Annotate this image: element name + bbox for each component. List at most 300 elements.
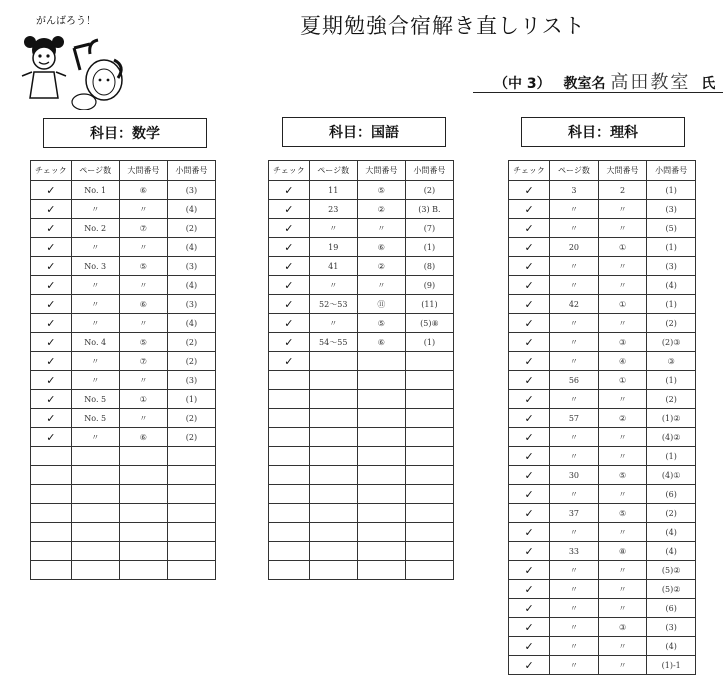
table-row (269, 257, 454, 276)
check-cell: ✓ (269, 238, 310, 257)
minor-question-cell: (7) (405, 219, 453, 238)
japanese-table (268, 160, 454, 580)
table-header-row (269, 161, 454, 181)
page-cell: 〃 (309, 276, 357, 295)
check-cell: ✓ (269, 295, 310, 314)
check-cell: ✓ (31, 181, 72, 200)
classroom-label: 教室名 (563, 76, 606, 92)
check-cell: ✓ (509, 485, 550, 504)
table-row (31, 523, 216, 542)
page-cell: 〃 (71, 295, 119, 314)
major-question-cell: 〃 (598, 656, 647, 675)
page-cell (309, 504, 357, 523)
minor-question-cell: (5)② (647, 561, 696, 580)
major-question-cell: ③ (598, 333, 647, 352)
minor-question-cell: (4) (647, 542, 696, 561)
table-row (31, 333, 216, 352)
major-question-cell: 〃 (598, 219, 647, 238)
minor-question-cell: (2) (167, 409, 215, 428)
page-cell: 〃 (71, 276, 119, 295)
table-row (269, 200, 454, 219)
major-question-cell (357, 428, 405, 447)
page-cell: 〃 (309, 314, 357, 333)
page-cell: 〃 (550, 637, 599, 656)
check-cell: ✓ (31, 352, 72, 371)
check-cell: ✓ (509, 599, 550, 618)
table-row (509, 219, 696, 238)
minor-question-cell: (4) (647, 637, 696, 656)
table-row (509, 580, 696, 599)
table-row (31, 447, 216, 466)
page-cell: 〃 (71, 314, 119, 333)
page-cell: 〃 (550, 485, 599, 504)
subject-header-math: 科目：数学 (43, 118, 207, 148)
minor-question-cell: (3) (167, 181, 215, 200)
column-header: チェック (31, 161, 72, 181)
table-row (509, 200, 696, 219)
check-cell: ✓ (269, 181, 310, 200)
table-row (509, 523, 696, 542)
check-cell: ✓ (509, 618, 550, 637)
table-row (509, 390, 696, 409)
column-header: 大問番号 (357, 161, 405, 181)
check-cell (31, 485, 72, 504)
check-cell: ✓ (269, 314, 310, 333)
column-header: 大問番号 (598, 161, 647, 181)
column-header: 大問番号 (119, 161, 167, 181)
mascot-illustration (18, 10, 130, 110)
check-cell (31, 542, 72, 561)
check-cell: ✓ (31, 333, 72, 352)
minor-question-cell: (4) (167, 276, 215, 295)
minor-question-cell (167, 561, 215, 580)
page-cell (71, 485, 119, 504)
page-cell: 〃 (309, 219, 357, 238)
major-question-cell: ⑤ (119, 257, 167, 276)
table-row (269, 504, 454, 523)
major-question-cell: 〃 (119, 238, 167, 257)
page-cell: 〃 (550, 200, 599, 219)
minor-question-cell: (3) (647, 257, 696, 276)
minor-question-cell (405, 447, 453, 466)
check-cell: ✓ (269, 352, 310, 371)
page-cell (309, 428, 357, 447)
table-row (509, 276, 696, 295)
check-cell: ✓ (509, 371, 550, 390)
table-row (509, 542, 696, 561)
check-cell: ✓ (509, 504, 550, 523)
major-question-cell: 〃 (598, 637, 647, 656)
table-row (509, 561, 696, 580)
major-question-cell (357, 390, 405, 409)
table-row (31, 485, 216, 504)
major-question-cell: ② (357, 200, 405, 219)
check-cell: ✓ (31, 200, 72, 219)
minor-question-cell: (4) (167, 314, 215, 333)
minor-question-cell: (6) (647, 599, 696, 618)
table-row (269, 428, 454, 447)
check-cell: ✓ (509, 295, 550, 314)
major-question-cell: ⑧ (598, 542, 647, 561)
minor-question-cell: (1)② (647, 409, 696, 428)
table-row (269, 314, 454, 333)
check-cell: ✓ (269, 333, 310, 352)
major-question-cell: ⑦ (119, 219, 167, 238)
minor-question-cell: (2) (405, 181, 453, 200)
table-row (269, 371, 454, 390)
column-header: ページ数 (309, 161, 357, 181)
check-cell: ✓ (509, 352, 550, 371)
check-cell: ✓ (509, 637, 550, 656)
table-row (31, 352, 216, 371)
minor-question-cell: (4) (167, 238, 215, 257)
table-row (269, 238, 454, 257)
page-cell (309, 390, 357, 409)
page-cell (71, 447, 119, 466)
check-cell (31, 561, 72, 580)
check-cell: ✓ (509, 580, 550, 599)
major-question-cell: 〃 (119, 409, 167, 428)
page-cell: 52〜53 (309, 295, 357, 314)
major-question-cell: ① (598, 295, 647, 314)
class-info (494, 68, 715, 94)
table-row (31, 257, 216, 276)
page-cell: 〃 (71, 428, 119, 447)
page-cell: No. 2 (71, 219, 119, 238)
table-row (509, 485, 696, 504)
table-row (509, 466, 696, 485)
minor-question-cell (167, 466, 215, 485)
minor-question-cell: (2) (647, 390, 696, 409)
table-row (269, 447, 454, 466)
major-question-cell: 〃 (598, 447, 647, 466)
major-question-cell: 〃 (119, 200, 167, 219)
page-cell: 57 (550, 409, 599, 428)
minor-question-cell: (1) (647, 447, 696, 466)
major-question-cell: ⑥ (119, 295, 167, 314)
page-cell: 23 (309, 200, 357, 219)
page-title: 夏期勉強合宿解き直しリスト (300, 14, 586, 38)
page-cell: 33 (550, 542, 599, 561)
column-header: 小問番号 (647, 161, 696, 181)
page-cell (309, 371, 357, 390)
major-question-cell: 〃 (119, 314, 167, 333)
check-cell: ✓ (509, 542, 550, 561)
check-cell: ✓ (31, 390, 72, 409)
check-cell: ✓ (31, 314, 72, 333)
name-label: 氏 (701, 76, 716, 92)
check-cell: ✓ (509, 428, 550, 447)
page-cell: 〃 (550, 333, 599, 352)
table-row (509, 656, 696, 675)
table-row (509, 257, 696, 276)
minor-question-cell (167, 523, 215, 542)
table-row (31, 238, 216, 257)
table-row (31, 200, 216, 219)
minor-question-cell: (3) (167, 371, 215, 390)
minor-question-cell: (1) (647, 295, 696, 314)
major-question-cell: ① (598, 238, 647, 257)
major-question-cell (357, 409, 405, 428)
check-cell: ✓ (509, 333, 550, 352)
major-question-cell: 2 (598, 181, 647, 200)
table-row (269, 523, 454, 542)
minor-question-cell (405, 409, 453, 428)
check-cell (269, 447, 310, 466)
table-row (509, 409, 696, 428)
check-cell: ✓ (31, 257, 72, 276)
table-row (509, 333, 696, 352)
major-question-cell: ⑥ (357, 333, 405, 352)
table-row (509, 504, 696, 523)
page-cell: 〃 (550, 314, 599, 333)
minor-question-cell: (4)② (647, 428, 696, 447)
major-question-cell: ② (598, 409, 647, 428)
science-table (508, 160, 696, 675)
minor-question-cell (167, 504, 215, 523)
major-question-cell: ⑤ (598, 504, 647, 523)
page-cell (71, 504, 119, 523)
table-row (509, 637, 696, 656)
check-cell: ✓ (269, 276, 310, 295)
minor-question-cell: (3) (647, 200, 696, 219)
page-cell: 30 (550, 466, 599, 485)
minor-question-cell: (8) (405, 257, 453, 276)
table-row (31, 390, 216, 409)
minor-question-cell: (5)⑧ (405, 314, 453, 333)
check-cell: ✓ (31, 371, 72, 390)
page-cell (71, 561, 119, 580)
minor-question-cell: (1) (167, 390, 215, 409)
major-question-cell: 〃 (598, 599, 647, 618)
major-question-cell (357, 523, 405, 542)
page-cell (71, 466, 119, 485)
check-cell (269, 390, 310, 409)
major-question-cell: ⑥ (357, 238, 405, 257)
major-question-cell: 〃 (598, 561, 647, 580)
minor-question-cell: (3) (647, 618, 696, 637)
classroom-value: 高田教室 (610, 72, 691, 93)
major-question-cell: 〃 (598, 257, 647, 276)
minor-question-cell: (1)-1 (647, 656, 696, 675)
page-cell: 〃 (550, 523, 599, 542)
page-cell: 11 (309, 181, 357, 200)
minor-question-cell: (1) (647, 371, 696, 390)
major-question-cell (119, 447, 167, 466)
table-row (269, 219, 454, 238)
check-cell (269, 428, 310, 447)
check-cell (31, 504, 72, 523)
grade-label: （中 3） (494, 76, 551, 92)
name-underline (473, 92, 723, 93)
major-question-cell: 〃 (357, 276, 405, 295)
column-header: 小問番号 (405, 161, 453, 181)
table-row (509, 295, 696, 314)
table-row (269, 485, 454, 504)
major-question-cell: ⑪ (357, 295, 405, 314)
minor-question-cell (405, 561, 453, 580)
minor-question-cell: (1) (647, 238, 696, 257)
page-cell: 19 (309, 238, 357, 257)
page-cell: 〃 (550, 276, 599, 295)
major-question-cell: ⑦ (119, 352, 167, 371)
table-row (31, 371, 216, 390)
major-question-cell: ⑥ (119, 181, 167, 200)
major-question-cell: 〃 (357, 219, 405, 238)
page-cell: 〃 (71, 200, 119, 219)
minor-question-cell (405, 371, 453, 390)
check-cell: ✓ (269, 257, 310, 276)
minor-question-cell (167, 485, 215, 504)
check-cell: ✓ (509, 219, 550, 238)
major-question-cell (357, 466, 405, 485)
check-cell: ✓ (31, 238, 72, 257)
check-cell: ✓ (509, 257, 550, 276)
check-cell (269, 504, 310, 523)
minor-question-cell (405, 352, 453, 371)
check-cell (31, 447, 72, 466)
minor-question-cell: (2) (167, 219, 215, 238)
major-question-cell (357, 504, 405, 523)
minor-question-cell (405, 523, 453, 542)
minor-question-cell: (2) (167, 428, 215, 447)
page-cell (309, 523, 357, 542)
major-question-cell: ⑤ (357, 181, 405, 200)
check-cell: ✓ (31, 276, 72, 295)
check-cell (269, 561, 310, 580)
minor-question-cell (167, 447, 215, 466)
page-cell (71, 542, 119, 561)
table-row (31, 466, 216, 485)
check-cell (269, 466, 310, 485)
page-cell (309, 352, 357, 371)
check-cell (31, 466, 72, 485)
major-question-cell: 〃 (598, 523, 647, 542)
major-question-cell (357, 485, 405, 504)
minor-question-cell (405, 428, 453, 447)
page-cell: 〃 (71, 371, 119, 390)
minor-question-cell: (2)③ (647, 333, 696, 352)
minor-question-cell: (1) (647, 181, 696, 200)
column-header: チェック (509, 161, 550, 181)
minor-question-cell: (4) (647, 523, 696, 542)
page-cell: 〃 (550, 219, 599, 238)
major-question-cell (357, 447, 405, 466)
major-question-cell: 〃 (598, 390, 647, 409)
check-cell: ✓ (31, 219, 72, 238)
page-cell: No. 5 (71, 409, 119, 428)
page-cell (309, 485, 357, 504)
check-cell: ✓ (509, 409, 550, 428)
table-row (509, 371, 696, 390)
table-row (31, 219, 216, 238)
check-cell: ✓ (509, 390, 550, 409)
minor-question-cell: (4) (647, 276, 696, 295)
table-row (509, 428, 696, 447)
table-row (509, 352, 696, 371)
page-cell: 〃 (550, 580, 599, 599)
major-question-cell: 〃 (119, 371, 167, 390)
check-cell (269, 371, 310, 390)
minor-question-cell: (2) (647, 504, 696, 523)
check-cell: ✓ (31, 295, 72, 314)
table-header-row (509, 161, 696, 181)
mascot-caption: がんばろう！ (36, 16, 96, 27)
page-cell: 〃 (550, 656, 599, 675)
minor-question-cell: (1) (405, 333, 453, 352)
minor-question-cell: (1) (405, 238, 453, 257)
page-cell: 42 (550, 295, 599, 314)
page-cell: 〃 (550, 352, 599, 371)
minor-question-cell (405, 485, 453, 504)
page-cell (309, 409, 357, 428)
table-row (31, 504, 216, 523)
major-question-cell: 〃 (598, 485, 647, 504)
page-cell (309, 466, 357, 485)
table-row (31, 409, 216, 428)
table-row (509, 599, 696, 618)
page-cell: 〃 (550, 390, 599, 409)
page-cell: 3 (550, 181, 599, 200)
page-cell (309, 561, 357, 580)
page-cell (309, 542, 357, 561)
page-cell: 〃 (71, 238, 119, 257)
page-cell: 41 (309, 257, 357, 276)
page-cell: 〃 (71, 352, 119, 371)
page-cell: 20 (550, 238, 599, 257)
minor-question-cell: (4) (167, 200, 215, 219)
table-row (269, 466, 454, 485)
major-question-cell (357, 542, 405, 561)
check-cell (31, 523, 72, 542)
major-question-cell (119, 466, 167, 485)
page-cell: 〃 (550, 599, 599, 618)
page-cell: 54〜55 (309, 333, 357, 352)
minor-question-cell: (2) (167, 352, 215, 371)
table-row (509, 238, 696, 257)
table-row (269, 561, 454, 580)
minor-question-cell: (2) (167, 333, 215, 352)
minor-question-cell: (9) (405, 276, 453, 295)
major-question-cell: 〃 (598, 314, 647, 333)
minor-question-cell (405, 390, 453, 409)
minor-question-cell: ③ (647, 352, 696, 371)
table-row (509, 618, 696, 637)
minor-question-cell: (3) B. (405, 200, 453, 219)
table-row (269, 333, 454, 352)
column-header: ページ数 (550, 161, 599, 181)
major-question-cell (357, 371, 405, 390)
subject-header-science: 科目：理科 (521, 117, 685, 147)
major-question-cell: ② (357, 257, 405, 276)
table-row (31, 428, 216, 447)
table-header-row (31, 161, 216, 181)
major-question-cell: ⑥ (119, 428, 167, 447)
table-row (31, 276, 216, 295)
check-cell: ✓ (509, 447, 550, 466)
major-question-cell (119, 542, 167, 561)
minor-question-cell: (5) (647, 219, 696, 238)
major-question-cell: ③ (598, 618, 647, 637)
check-cell: ✓ (509, 466, 550, 485)
check-cell (269, 523, 310, 542)
math-table (30, 160, 216, 580)
minor-question-cell (405, 542, 453, 561)
check-cell: ✓ (509, 561, 550, 580)
check-cell: ✓ (269, 219, 310, 238)
table-row (269, 409, 454, 428)
page-cell: No. 3 (71, 257, 119, 276)
